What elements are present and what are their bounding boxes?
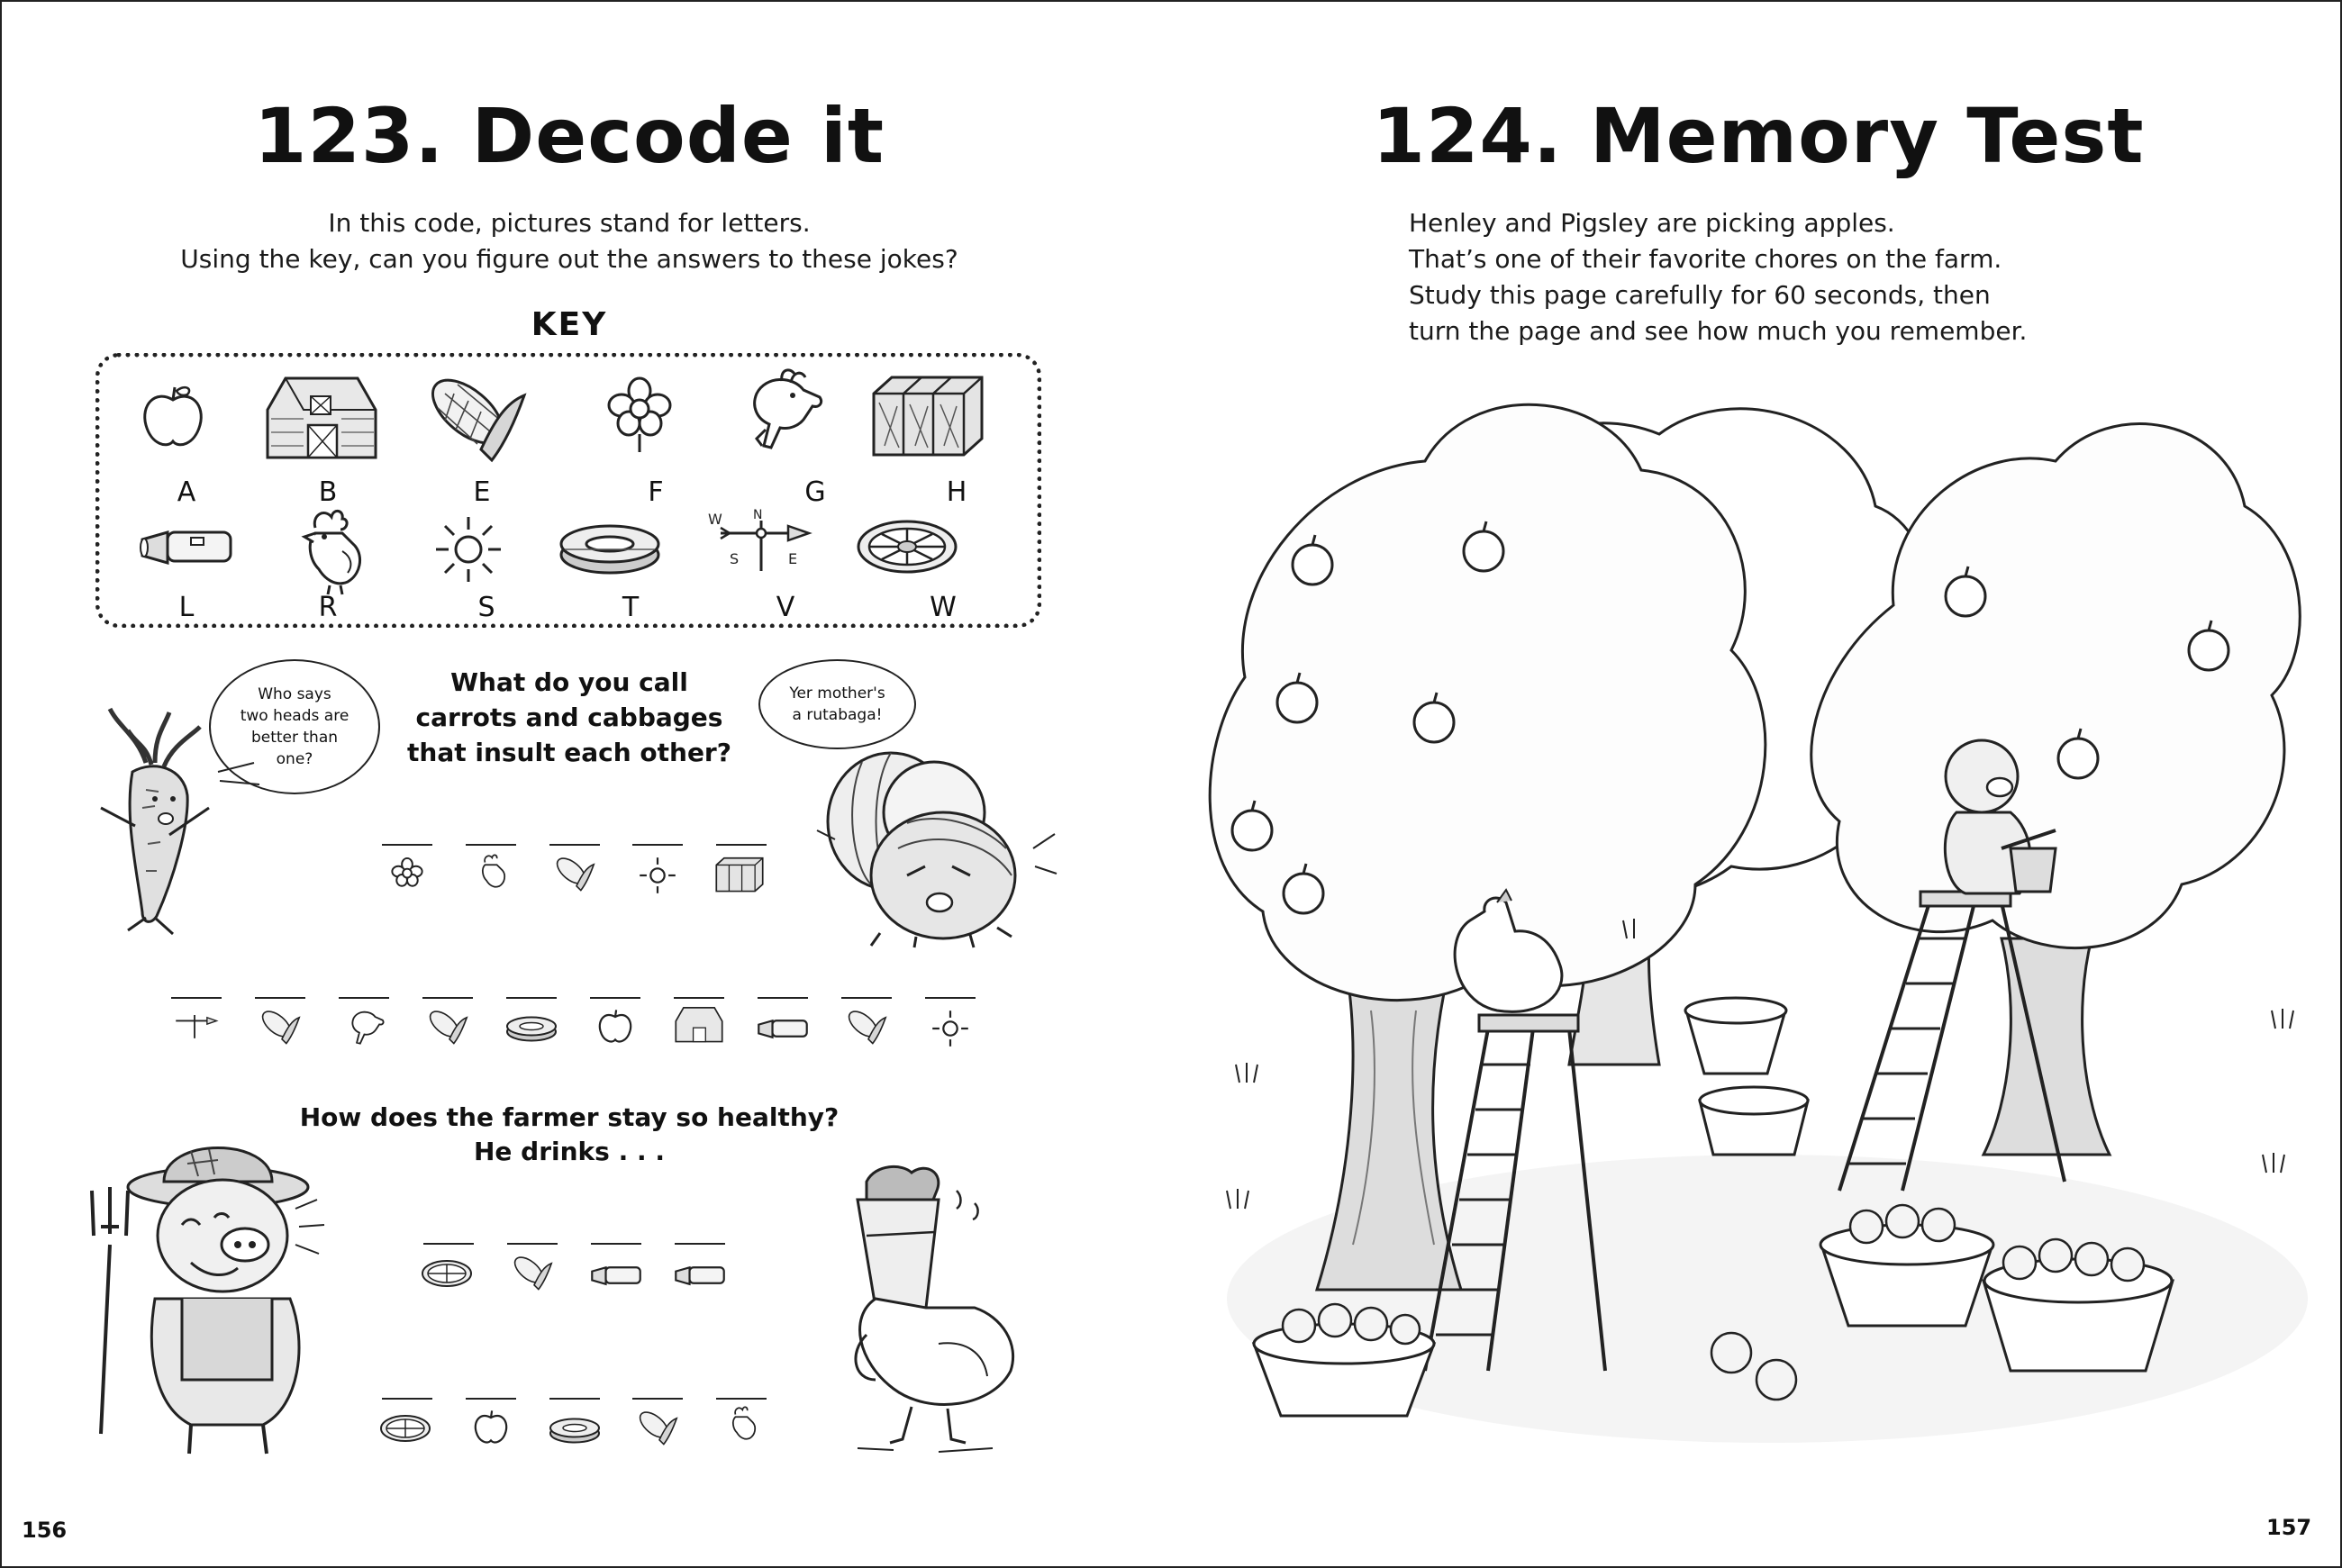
carrot-illustration [83,709,263,943]
intro-line-4: turn the page and see how much you remember. [1409,316,2028,346]
wheel-icon [378,1409,432,1448]
answer-2-blank[interactable] [255,997,305,999]
orchard-illustration [1191,380,2326,1443]
corn-icon [421,1006,475,1046]
apple-icon [588,1006,642,1046]
carrot-speech-bubble: Who says two heads are better than one? [209,659,380,794]
wheel-icon [853,515,961,578]
answer-2-blank[interactable] [841,997,892,999]
intro-line-2: Using the key, can you figure out the answers to these jokes? [180,244,958,274]
flashlight-icon [673,1255,727,1295]
answer-2-blank[interactable] [422,997,473,999]
page-number: 156 [22,1518,68,1543]
intro-line-1: In this code, pictures stand for letters. [328,208,811,238]
answer-3-blank[interactable] [507,1243,558,1245]
intro-line-1: Henley and Pigsley are picking apples. [1409,208,1895,238]
sun-icon [432,513,504,585]
answer-4-blank[interactable] [716,1398,767,1400]
key-letter-w: W [930,592,957,623]
flower-icon [604,373,676,454]
tire-icon [556,517,664,580]
answer-3-blank[interactable] [423,1243,474,1245]
answer-2-blank[interactable] [925,997,976,999]
svg-text:N: N [753,508,763,522]
flashlight-icon [589,1255,643,1295]
key-letter-a: A [177,476,196,508]
key-letter-h: H [946,476,967,508]
answer-2-blank[interactable] [339,997,389,999]
page-title: 124. Memory Test [1372,92,2145,180]
answer-3-blank[interactable] [675,1243,725,1245]
goat-icon [730,367,829,452]
answer-4-blank[interactable] [632,1398,683,1400]
rooster-icon [464,853,518,893]
farmer-pig-illustration [83,1119,335,1461]
intro-line-3: Study this page carefully for 60 seconds, then [1409,280,1991,310]
key-letter-r: R [318,592,338,623]
left-page [2,2,1173,1568]
answer-2-blank[interactable] [506,997,557,999]
hay-bales-icon [713,853,767,893]
flower-icon [380,856,434,895]
answer-1-blank[interactable] [632,844,683,846]
barn-icon [259,369,385,459]
svg-text:E: E [788,550,798,567]
apple-icon [137,380,209,452]
key-label: KEY [531,306,608,343]
answer-1-blank[interactable] [716,844,767,846]
cabbages-illustration [808,740,1060,947]
key-letter-e: E [473,476,491,508]
flashlight-icon [137,520,236,574]
answer-1-blank[interactable] [382,844,432,846]
answer-4-blank[interactable] [382,1398,432,1400]
corn-icon [253,1006,307,1046]
weathervane-icon [703,508,820,580]
answer-1-blank[interactable] [549,844,600,846]
question-2-line-2: He drinks . . . [474,1137,665,1166]
key-letter-l: L [178,592,195,623]
question-2-line-1: How does the farmer stay so healthy? [299,1102,840,1132]
key-letter-f: F [648,476,664,508]
right-page [1173,2,2342,1568]
key-letter-g: G [804,476,826,508]
svg-text:W: W [708,511,722,528]
corn-icon [548,853,602,893]
question-1-line-1: What do you call [450,667,688,697]
answer-3-blank[interactable] [591,1243,641,1245]
key-letter-b: B [318,476,338,508]
tire-icon [504,1009,558,1048]
rooster-icon [288,506,369,596]
sun-icon [923,1009,977,1048]
corn-icon [418,367,535,466]
tire-icon [548,1410,602,1450]
flashlight-icon [756,1009,810,1048]
answer-2-blank[interactable] [758,997,808,999]
barn-icon [672,1003,726,1043]
corn-icon [631,1407,685,1446]
corn-icon [505,1252,559,1292]
answer-2-blank[interactable] [674,997,724,999]
rooster-icon [714,1405,768,1445]
svg-text:S: S [730,550,740,567]
key-letter-t: T [622,592,640,623]
answer-2-blank[interactable] [590,997,640,999]
cabbage-speech-bubble: Yer mother's a rutabaga! [758,659,916,749]
hay-bales-icon [865,367,991,457]
page-title: 123. Decode it [254,92,885,180]
weathervane-icon [168,1006,222,1046]
answer-2-blank[interactable] [171,997,222,999]
corn-icon [840,1006,894,1046]
sun-icon [631,856,685,895]
question-1-line-2: carrots and cabbages [415,702,723,732]
key-letter-v: V [776,592,795,623]
answer-4-blank[interactable] [549,1398,600,1400]
answer-1-blank[interactable] [466,844,516,846]
key-letter-s: S [477,592,495,623]
wheel-icon [420,1254,474,1293]
page-number: 157 [2266,1515,2312,1540]
answer-4-blank[interactable] [466,1398,516,1400]
apple-icon [464,1407,518,1446]
goat-icon [337,1006,391,1046]
chicken-drinking-illustration [840,1164,1047,1461]
intro-line-2: That’s one of their favorite chores on the farm. [1409,244,2002,274]
question-1-line-3: that insult each other? [407,738,731,767]
